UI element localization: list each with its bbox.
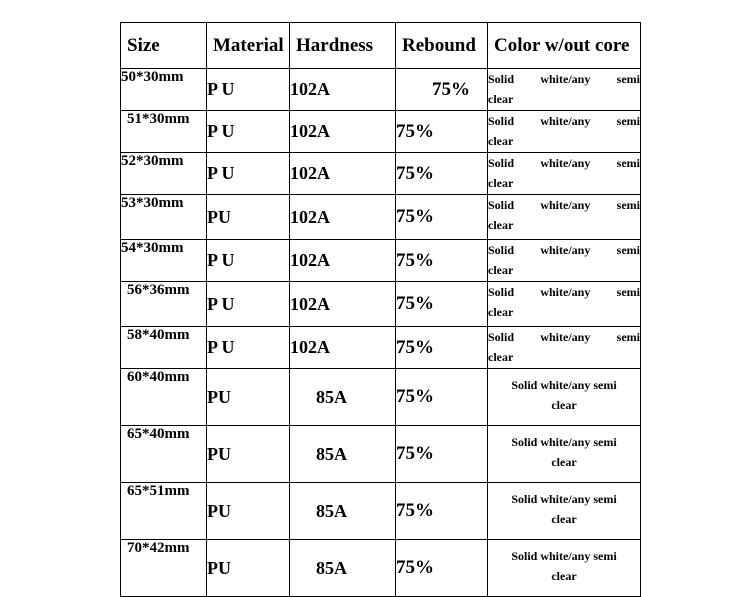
rebound-cell: 75% bbox=[396, 426, 488, 483]
color-cell bbox=[488, 540, 641, 597]
header-hardness: Hardness bbox=[290, 23, 396, 69]
color-cell bbox=[488, 369, 641, 426]
color-cell bbox=[488, 483, 641, 540]
hardness-cell: 102A bbox=[290, 195, 396, 240]
material-cell: P U bbox=[207, 153, 290, 195]
color-line2: clear bbox=[488, 218, 514, 232]
color-line1: Solid white/any semi bbox=[488, 285, 640, 299]
color-line2: clear bbox=[551, 455, 577, 469]
header-color: Color w/out core bbox=[488, 23, 641, 69]
color-line2: clear bbox=[488, 305, 514, 319]
hardness-cell: 85A bbox=[290, 540, 396, 597]
color-cell bbox=[488, 426, 641, 483]
size-cell: 65*51mm bbox=[121, 483, 207, 540]
hardness-cell: 102A bbox=[290, 282, 396, 327]
material-cell: P U bbox=[207, 111, 290, 153]
size-cell: 52*30mm bbox=[121, 153, 207, 195]
table-row bbox=[121, 195, 641, 240]
color-line2: clear bbox=[488, 134, 514, 148]
color-line2: clear bbox=[488, 263, 514, 277]
size-cell: 70*42mm bbox=[121, 540, 207, 597]
header-material: Material bbox=[207, 23, 290, 69]
rebound-cell: 75% bbox=[396, 540, 488, 597]
color-line2: clear bbox=[551, 398, 577, 412]
rebound-cell: 75% bbox=[396, 369, 488, 426]
material-cell: PU bbox=[207, 426, 290, 483]
rebound-cell: 75% bbox=[396, 483, 488, 540]
hardness-cell: 102A bbox=[290, 240, 396, 282]
table-row bbox=[121, 282, 641, 327]
color-line1: Solid white/any semi bbox=[511, 492, 617, 506]
hardness-cell: 85A bbox=[290, 483, 396, 540]
material-cell: PU bbox=[207, 540, 290, 597]
size-cell: 58*40mm bbox=[121, 327, 207, 369]
size-cell: 53*30mm bbox=[121, 195, 207, 240]
rebound-cell: 75% bbox=[396, 69, 488, 111]
color-line1: Solid white/any semi bbox=[488, 156, 640, 170]
color-line1: Solid white/any semi bbox=[488, 114, 640, 128]
header-row bbox=[121, 23, 641, 69]
color-cell bbox=[488, 327, 641, 369]
header-rebound: Rebound bbox=[396, 23, 488, 69]
table-row bbox=[121, 240, 641, 282]
color-cell bbox=[488, 153, 641, 195]
hardness-cell: 102A bbox=[290, 327, 396, 369]
color-cell bbox=[488, 195, 641, 240]
material-cell: PU bbox=[207, 195, 290, 240]
spec-table bbox=[120, 22, 641, 597]
rebound-cell: 75% bbox=[396, 240, 488, 282]
table-row bbox=[121, 483, 641, 540]
color-line1: Solid white/any semi bbox=[488, 72, 640, 86]
color-line1: Solid white/any semi bbox=[488, 330, 640, 344]
color-cell bbox=[488, 282, 641, 327]
size-cell: 60*40mm bbox=[121, 369, 207, 426]
material-cell: P U bbox=[207, 240, 290, 282]
size-cell: 50*30mm bbox=[121, 69, 207, 111]
table-row bbox=[121, 153, 641, 195]
header-size: Size bbox=[121, 23, 207, 69]
hardness-cell: 102A bbox=[290, 111, 396, 153]
color-line1: Solid white/any semi bbox=[488, 198, 640, 212]
size-cell: 65*40mm bbox=[121, 426, 207, 483]
size-cell: 51*30mm bbox=[121, 111, 207, 153]
color-cell bbox=[488, 69, 641, 111]
color-line2: clear bbox=[488, 92, 514, 106]
size-cell: 54*30mm bbox=[121, 240, 207, 282]
size-cell: 56*36mm bbox=[121, 282, 207, 327]
table-row bbox=[121, 369, 641, 426]
table-row bbox=[121, 540, 641, 597]
table-row bbox=[121, 327, 641, 369]
color-line2: clear bbox=[551, 512, 577, 526]
table-row bbox=[121, 426, 641, 483]
hardness-cell: 85A bbox=[290, 426, 396, 483]
hardness-cell: 102A bbox=[290, 153, 396, 195]
rebound-cell: 75% bbox=[396, 327, 488, 369]
rebound-cell: 75% bbox=[396, 195, 488, 240]
color-cell bbox=[488, 111, 641, 153]
color-line2: clear bbox=[551, 569, 577, 583]
material-cell: P U bbox=[207, 327, 290, 369]
hardness-cell: 85A bbox=[290, 369, 396, 426]
rebound-cell: 75% bbox=[396, 111, 488, 153]
color-line2: clear bbox=[488, 350, 514, 364]
color-cell bbox=[488, 240, 641, 282]
material-cell: P U bbox=[207, 69, 290, 111]
material-cell: PU bbox=[207, 369, 290, 426]
material-cell: P U bbox=[207, 282, 290, 327]
color-line1: Solid white/any semi bbox=[511, 549, 617, 563]
rebound-cell: 75% bbox=[396, 282, 488, 327]
color-line2: clear bbox=[488, 176, 514, 190]
color-line1: Solid white/any semi bbox=[511, 378, 617, 392]
rebound-cell: 75% bbox=[396, 153, 488, 195]
table-row bbox=[121, 69, 641, 111]
color-line1: Solid white/any semi bbox=[488, 243, 640, 257]
material-cell: PU bbox=[207, 483, 290, 540]
color-line1: Solid white/any semi bbox=[511, 435, 617, 449]
hardness-cell: 102A bbox=[290, 69, 396, 111]
table-row bbox=[121, 111, 641, 153]
